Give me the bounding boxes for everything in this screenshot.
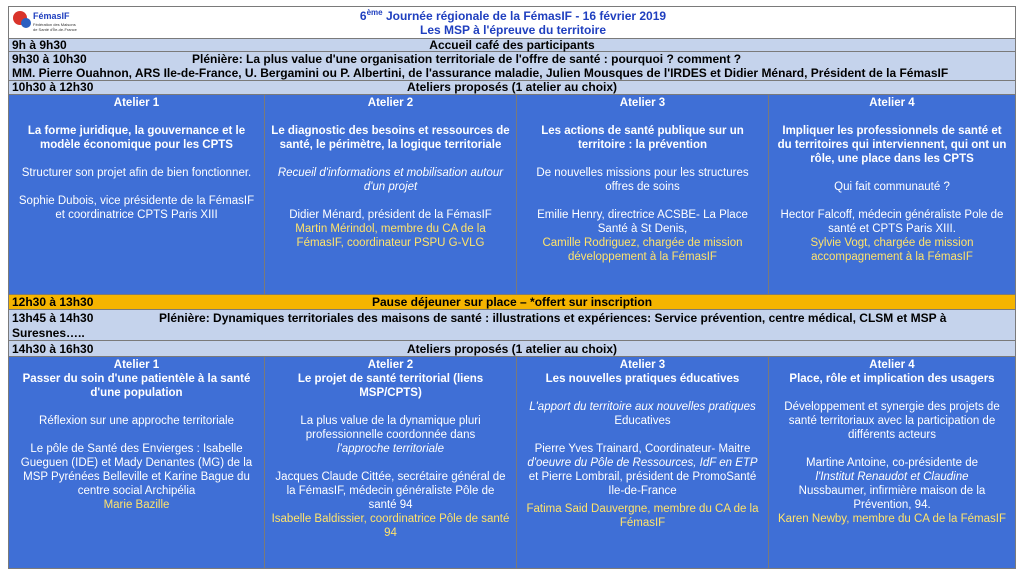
workshop-pm-3-people-c: et Pierre Lombrail, président de PromoSanté Ile-de-France bbox=[528, 471, 757, 497]
workshop-pm-4-title: Place, rôle et implication des usagers bbox=[789, 373, 995, 385]
workshop-pm-3-desc-b: Educatives bbox=[614, 415, 671, 427]
workshop-pm-1-head: Atelier 1 bbox=[113, 359, 160, 371]
row-lunch bbox=[8, 295, 1016, 310]
workshop-am-3-title: Les actions de santé publique sur un territoire : la prévention bbox=[541, 125, 744, 151]
row-lunch-label: Pause déjeuner sur place – *offert sur inscription bbox=[371, 295, 653, 309]
workshop-pm-2 bbox=[265, 358, 516, 540]
row-workshops-am bbox=[8, 81, 1016, 95]
workshop-pm-4-head: Atelier 4 bbox=[869, 359, 915, 371]
event-number-sup: ème bbox=[366, 8, 383, 17]
workshop-pm-2-yellow: Isabelle Baldissier, coordinatrice Pôle de santé 94 bbox=[271, 513, 510, 539]
workshop-am-4-yellow: Sylvie Vogt, chargée de mission accompagnement à la FémasIF bbox=[810, 237, 974, 263]
row-workshops-pm-time: 14h30 à 16h30 bbox=[12, 342, 94, 356]
workshop-am-2 bbox=[265, 96, 516, 250]
row-welcome-label: Accueil café des participants bbox=[429, 38, 595, 52]
workshop-pm-4-yellow: Karen Newby, membre du CA de la FémasIF bbox=[778, 513, 1006, 525]
workshop-am-1-head: Atelier 1 bbox=[113, 97, 160, 109]
workshop-pm-3-desc-a: L'apport du territoire aux nouvelles pratiques bbox=[529, 401, 756, 413]
row-plenary-1 bbox=[8, 52, 1016, 81]
workshop-pm-3-people-a: Pierre Yves Trainard, Coordinateur- Maitre bbox=[534, 443, 751, 455]
logo-mark-icon-2 bbox=[21, 18, 31, 28]
logo-tagline: Fédération des Maisons de Santé d'Île-de-France bbox=[33, 22, 77, 32]
row-plenary-1-speakers: MM. Pierre Ouahnon, ARS Ile-de-France, U. Bergamini ou P. Albertini, de l'assurance maladie, Julien Mousques de l'IRDES et Didier Ménard, Président de la FémasIF bbox=[12, 66, 949, 80]
workshop-pm-4-people-c: Nussbaumer, infirmière maison de la Prévention, 94. bbox=[798, 485, 986, 511]
logo bbox=[11, 9, 81, 37]
workshop-am-2-yellow: Martin Mérindol, membre du CA de la FémasIF, coordinateur PSPU G-VLG bbox=[295, 223, 486, 249]
row-welcome-time: 9h à 9h30 bbox=[12, 38, 67, 52]
workshop-pm-4-people-a: Martine Antoine, co-présidente de bbox=[806, 457, 978, 469]
row-workshops-am-time: 10h30 à 12h30 bbox=[12, 80, 94, 94]
workshop-pm-1-desc: Réflexion sur une approche territoriale bbox=[39, 415, 234, 427]
workshop-am-1-people: Sophie Dubois, vice présidente de la FémasIF et coordinatrice CPTS Paris XIII bbox=[18, 195, 255, 221]
workshop-pm-4 bbox=[769, 358, 1015, 526]
row-plenary-2-cont: Suresnes….. bbox=[12, 326, 85, 340]
workshop-pm-1 bbox=[9, 358, 264, 512]
row-plenary-2-label: Plénière: Dynamiques territoriales des maisons de santé : illustrations et expériences: Service prévention, centre médical, CLSM et MSP à bbox=[159, 311, 947, 325]
workshop-am-4-head: Atelier 4 bbox=[869, 97, 915, 109]
row-welcome bbox=[8, 39, 1016, 52]
event-title-text: Journée régionale de la FémasIF - 16 février 2019 bbox=[382, 9, 667, 23]
workshop-am-2-title: Le diagnostic des besoins et ressources de santé, le périmètre, la logique territoriale bbox=[271, 125, 510, 151]
workshop-pm-2-desc-b: l'approche territoriale bbox=[336, 443, 445, 455]
workshop-pm-4-desc: Développement et synergie des projets de santé territoriaux avec la participation de différents acteurs bbox=[784, 401, 1000, 441]
workshop-pm-2-desc-a: La plus value de la dynamique pluri professionnelle coordonnée dans bbox=[300, 415, 481, 441]
workshop-am-1-desc: Structurer son projet afin de bien fonctionner. bbox=[21, 167, 252, 179]
logo-name: FémasIF bbox=[33, 11, 70, 21]
row-lunch-time: 12h30 à 13h30 bbox=[12, 295, 94, 309]
header bbox=[8, 6, 1016, 39]
workshop-am-3-yellow: Camille Rodriguez, chargée de mission développement à la FémasIF bbox=[542, 237, 743, 263]
workshop-pm-3-head: Atelier 3 bbox=[619, 359, 666, 371]
workshop-pm-2-title: Le projet de santé territorial (liens MSP/CPTS) bbox=[297, 373, 484, 399]
workshop-am-3 bbox=[517, 96, 768, 264]
workshop-am-4-people: Hector Falcoff, médecin généraliste Pole de santé et CPTS Paris XIII. bbox=[780, 209, 1004, 235]
row-plenary-1-label: Plénière: La plus value d'une organisation territoriale de l'offre de santé : pourquoi ? comment ? bbox=[192, 52, 742, 66]
workshop-pm-3-yellow: Fatima Said Dauvergne, membre du CA de la FémasIF bbox=[526, 503, 759, 529]
event-title bbox=[89, 9, 937, 23]
event-number: 6 bbox=[359, 9, 367, 23]
workshop-am-2-people: Didier Ménard, président de la FémasIF bbox=[289, 209, 492, 221]
row-plenary-1-time: 9h30 à 10h30 bbox=[12, 52, 87, 66]
row-plenary-2-time: 13h45 à 14h30 bbox=[12, 311, 94, 325]
workshop-am-4-title: Impliquer les professionnels de santé et du territoires qui interviennent, qui ont un rôle, une place dans les CPTS bbox=[777, 125, 1007, 165]
workshop-am-2-head: Atelier 2 bbox=[367, 97, 414, 109]
row-workshops-pm bbox=[8, 341, 1016, 357]
workshop-am-1-title: La forme juridique, la gouvernance et le modèle économique pour les CPTS bbox=[27, 125, 246, 151]
workshop-am-2-desc: Recueil d'informations et mobilisation autour d'un projet bbox=[277, 167, 504, 193]
workshop-pm-2-people: Jacques Claude Cittée, secrétaire général de la FémasIF, médecin généraliste Pôle de santé 94 bbox=[275, 471, 506, 511]
workshop-am-3-people: Emilie Henry, directrice ACSBE- La Place Santé à St Denis, bbox=[537, 209, 748, 235]
workshop-pm-1-yellow: Marie Bazille bbox=[103, 499, 170, 511]
workshop-pm-1-people: Le pôle de Santé des Envierges : Isabelle Gueguen (IDE) et Mady Denantes (MG) de la MSP Pyrénées Belleville et Karine Bague du centre social Archipélia bbox=[20, 443, 253, 497]
workshop-pm-3-people-b: d'oeuvre du Pôle de Ressources, IdF en ETP bbox=[527, 457, 758, 469]
workshop-pm-3 bbox=[517, 358, 768, 530]
workshop-am-3-head: Atelier 3 bbox=[619, 97, 666, 109]
row-workshops-am-label: Ateliers proposés (1 atelier au choix) bbox=[406, 80, 618, 94]
workshop-am-4-desc: Qui fait communauté ? bbox=[834, 181, 950, 193]
workshop-am-4 bbox=[769, 96, 1015, 264]
row-plenary-2 bbox=[8, 310, 1016, 341]
row-workshops-pm-label: Ateliers proposés (1 atelier au choix) bbox=[406, 342, 618, 356]
workshop-pm-4-people-b: l'Institut Renaudot et Claudine bbox=[815, 471, 969, 483]
workshop-pm-2-head: Atelier 2 bbox=[367, 359, 414, 371]
workshop-pm-3-title: Les nouvelles pratiques éducatives bbox=[545, 373, 740, 385]
workshop-am-1 bbox=[9, 96, 264, 222]
workshop-am-3-desc: De nouvelles missions pour les structures offres de soins bbox=[536, 167, 749, 193]
event-subtitle: Les MSP à l'épreuve du territoire bbox=[419, 23, 607, 37]
workshop-pm-1-title: Passer du soin d'une patientèle à la santé d'une population bbox=[22, 373, 251, 399]
